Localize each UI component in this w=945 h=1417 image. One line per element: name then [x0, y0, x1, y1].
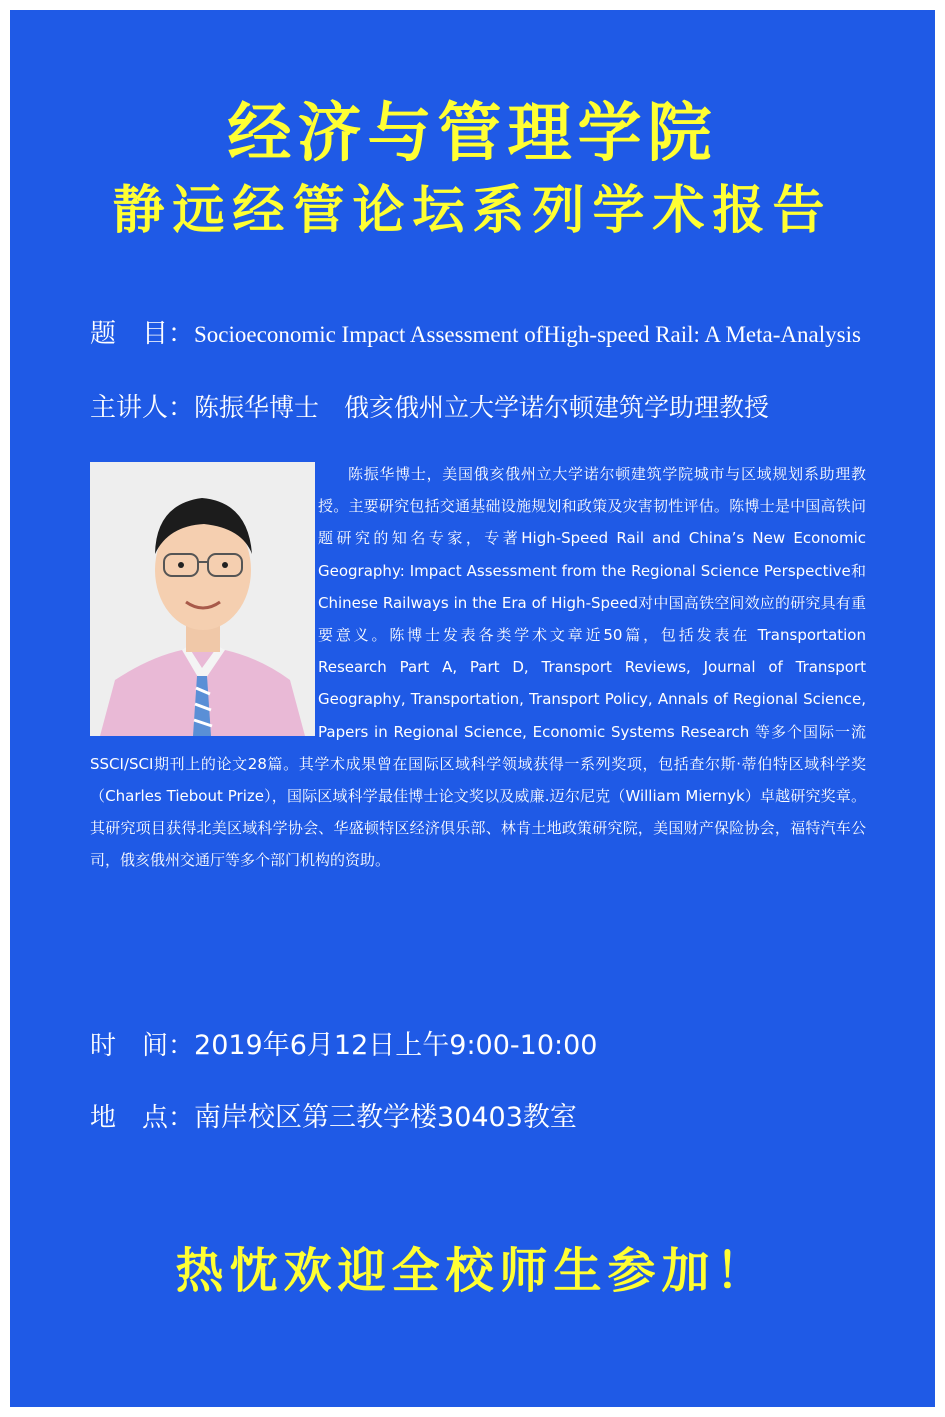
speaker-row	[90, 387, 769, 424]
place-label: 地 点：	[90, 1103, 195, 1133]
poster	[10, 10, 935, 1407]
biography-text: 陈振华博士，美国俄亥俄州立大学诺尔顿建筑学院城市与区域规划系助理教授。主要研究包括交通基础设施规划和政策及灾害韧性评估。陈博士是中国高铁问题研究的知名专家，专著High-Speed Rail and China’s New Economic Geography: Impact Assessment from the Regional Science Perspective和 Chinese Railways in the Era of High-Speed对中国高铁空间效应的研究具有重要意义。陈博士发表各类学术文章近50篇，包括发表在 Transportation Research Part A, Part D, Transport Reviews, Journal of Transport Geography, Transportation, Transport Policy, Annals of Regional Science, Papers in Regional Science, Economic Systems Research 等多个国际一流SSCI/SCI期刊上的论文28篇。其学术成果曾在国际区域科学领域获得一系列奖项，包括查尔斯·蒂伯特区域科学奖（Charles Tiebout Prize），国际区域科学最佳博士论文奖以及威廉.迈尔尼克（William Miernyk）卓越研究奖章。其研究项目获得北美区域科学协会、华盛顿特区经济俱乐部、林肯土地政策研究院，美国财产保险协会，福特汽车公司，俄亥俄州交通厅等多个部门机构的资助。	[90, 465, 866, 870]
time-value: 2019年6月12日上午9:00-10:00	[194, 1030, 598, 1061]
poster-subtitle: 静远经管论坛系列学术报告	[112, 181, 833, 241]
poster-title: 经济与管理学院	[227, 97, 718, 171]
speaker-value: 陈振华博士 俄亥俄州立大学诺尔顿建筑学助理教授	[194, 393, 770, 422]
topic-value: Socioeconomic Impact Assessment ofHigh-speed Rail: A Meta-Analysis	[194, 322, 861, 347]
topic-row	[90, 313, 861, 350]
speaker-biography	[90, 458, 866, 877]
time-row	[90, 1023, 597, 1062]
speaker-label: 主讲人：	[90, 393, 195, 423]
welcome-message: 热忱欢迎全校师生参加！	[175, 1243, 770, 1299]
place-row	[90, 1095, 577, 1134]
place-value: 南岸校区第三教学楼30403教室	[194, 1102, 577, 1133]
topic-label: 题 目：	[90, 319, 195, 349]
photo-spacer	[90, 458, 318, 738]
time-label: 时 间：	[90, 1031, 195, 1061]
